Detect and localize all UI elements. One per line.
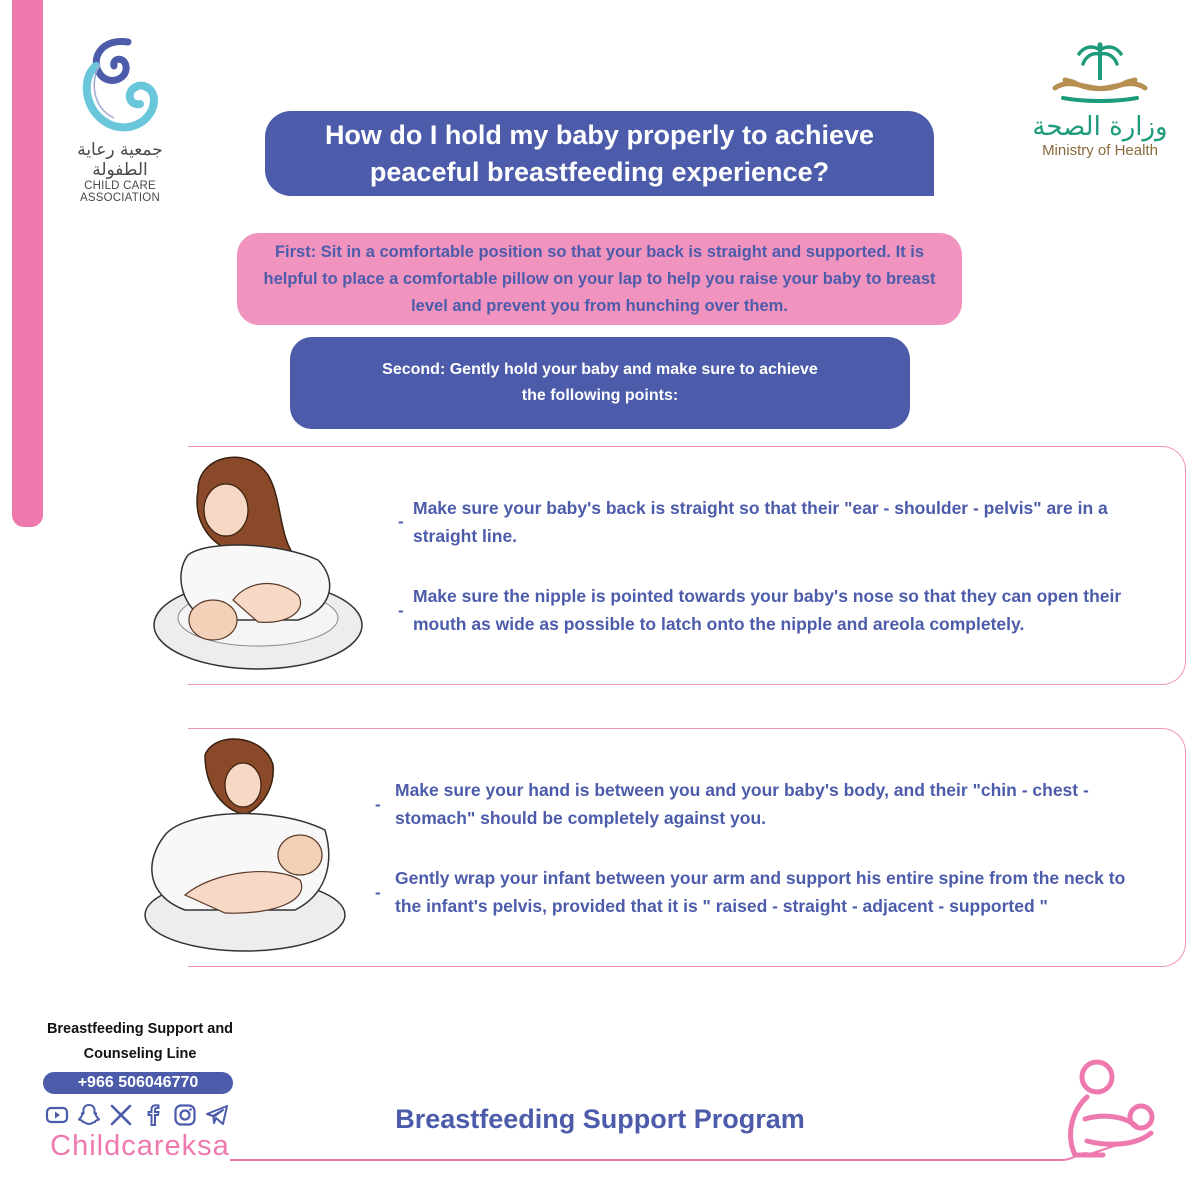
social-handle[interactable]: Childcareksa	[50, 1130, 230, 1162]
card-1-point-1: Make sure your baby's back is straight so that their "ear - shoulder - pelvis" are in a straight line.	[413, 498, 1108, 546]
facebook-icon[interactable]	[140, 1102, 166, 1128]
bullet-dash: -	[398, 601, 404, 620]
second-step-box	[290, 337, 910, 429]
youtube-icon[interactable]	[44, 1102, 70, 1128]
instagram-icon[interactable]	[172, 1102, 198, 1128]
ministry-of-health-logo	[1025, 40, 1175, 170]
support-phone-number[interactable]: +966 506046770	[43, 1072, 233, 1094]
card-2-point-2: Gently wrap your infant between your arm and support his entire spine from the neck to the infant's pelvis, provided that it is " raised - straight - adjacent - supported "	[395, 868, 1126, 916]
bullet-dash: -	[375, 883, 381, 902]
bullet-dash: -	[375, 795, 381, 814]
palm-swords-emblem-icon	[1045, 40, 1155, 108]
program-title: Breastfeeding Support Program	[395, 1104, 805, 1134]
child-care-association-logo	[50, 30, 190, 204]
mother-baby-icon	[1055, 1055, 1165, 1165]
second-step-text: Second: Gently hold your baby and make sure to achieve the following points:	[382, 361, 818, 404]
telegram-icon[interactable]	[204, 1102, 230, 1128]
breastfeeding-illustration-2	[125, 735, 365, 955]
support-line-title: Breastfeeding Support and Counseling Line	[46, 1021, 234, 1062]
first-step-text: First: Sit in a comfortable position so that your back is straight and supported. It is helpful to place a comfortable pillow on your lap to help you raise your baby to breast level and prevent you from hunching over them.	[263, 242, 936, 315]
cca-logo-icon	[70, 30, 170, 140]
decorative-side-bar	[12, 0, 43, 527]
moh-arabic-name: وزارة الصحة	[1032, 112, 1168, 142]
x-icon[interactable]	[108, 1102, 134, 1128]
card-1-point-2: Make sure the nipple is pointed towards your baby's nose so that they can open their mouth as wide as possible to latch onto the nipple and areola completely.	[413, 586, 1122, 634]
moh-english-name: Ministry of Health	[1042, 142, 1158, 159]
cca-english-name: CHILD CARE ASSOCIATION	[80, 180, 160, 204]
footer-divider-line	[230, 1140, 1180, 1170]
page-title-box	[265, 111, 934, 196]
page-title: How do I hold my baby properly to achieve peaceful breastfeeding experience?	[324, 119, 875, 187]
snapchat-icon[interactable]	[76, 1102, 102, 1128]
cca-arabic-name: جمعية رعاية الطفولة	[77, 140, 163, 180]
breastfeeding-illustration-1	[148, 450, 368, 680]
first-step-box	[237, 233, 962, 325]
card-2-point-1: Make sure your hand is between you and your baby's body, and their "chin - chest - stomach" should be completely against you.	[395, 780, 1089, 828]
social-icons	[44, 1102, 234, 1128]
bullet-dash: -	[398, 512, 404, 531]
